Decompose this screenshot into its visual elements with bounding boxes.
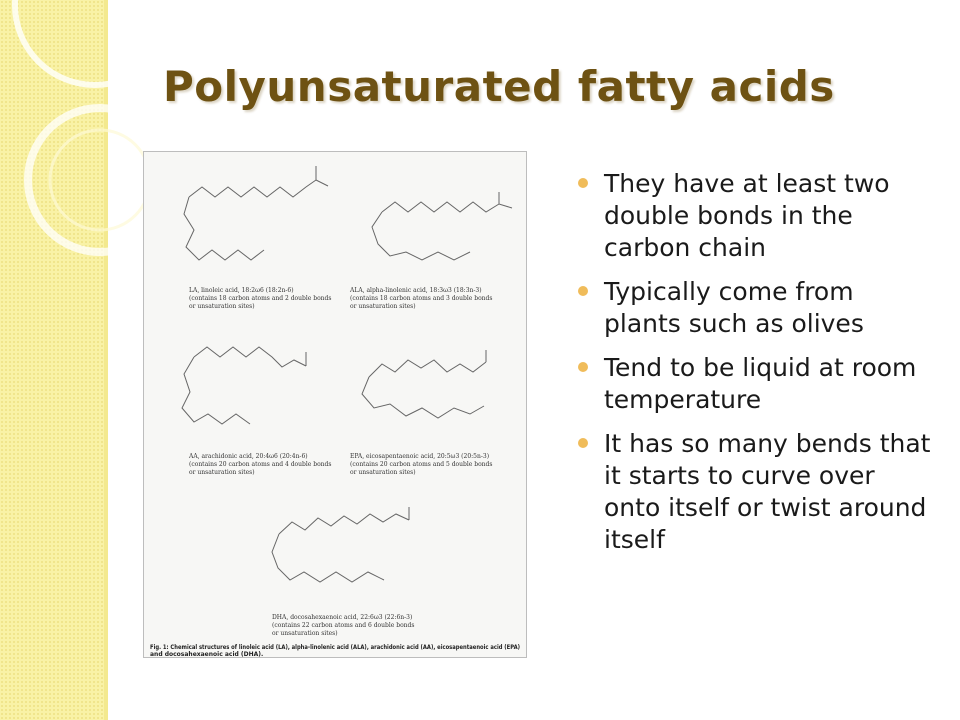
dha-structure [272, 507, 409, 582]
ala-structure [372, 192, 512, 260]
la-caption-line-3: or unsaturation sites) [189, 303, 255, 310]
bullet-text: It has so many bends that it starts to curve over onto itself or twist around itself [604, 429, 931, 554]
structures-drawing [144, 152, 526, 657]
bullet-dot-icon [578, 438, 588, 448]
ala-caption-line-3: or unsaturation sites) [350, 303, 416, 310]
bullet-item [578, 276, 938, 340]
aa-caption-line-2: (contains 20 carbon atoms and 4 double bonds [189, 461, 332, 468]
la-structure [184, 166, 328, 260]
slide-title: Polyunsaturated fatty acids [163, 62, 835, 111]
bullet-text: They have at least two double bonds in the carbon chain [604, 169, 890, 262]
epa-caption-line-3: or unsaturation sites) [350, 469, 416, 476]
bullet-text: Tend to be liquid at room temperature [604, 353, 917, 414]
dha-caption-line-2: (contains 22 carbon atoms and 6 double bonds [272, 622, 415, 629]
aa-caption-line-3: or unsaturation sites) [189, 469, 255, 476]
ala-caption-line-2: (contains 18 carbon atoms and 3 double bonds [350, 295, 493, 302]
epa-caption-line-1: EPA, eicosapentaenoic acid, 20:5ω3 (20:5n-3) [350, 453, 490, 460]
bullet-item [578, 352, 938, 416]
la-caption-line-1: LA, linoleic acid, 18:2ω6 (18:2n-6) [189, 287, 294, 294]
fatty-acid-structures-figure [143, 151, 527, 658]
bullet-item [578, 168, 938, 264]
la-caption-line-2: (contains 18 carbon atoms and 2 double bonds [189, 295, 332, 302]
bullet-dot-icon [578, 178, 588, 188]
epa-structure [362, 350, 486, 418]
circle-decoration [0, 0, 140, 320]
ala-caption-line-1: ALA, alpha-linolenic acid, 18:3ω3 (18:3n-3) [350, 287, 482, 294]
figure-caption-line-1: Fig. 1: Chemical structures of linoleic acid (LA), alpha-linolenic acid (ALA), arachidonic acid (AA), eicosapentaenoic acid (EPA) [150, 644, 521, 651]
dha-caption-line-1: DHA, docosahexaenoic acid, 22:6ω3 (22:6n-3) [272, 614, 413, 621]
dha-caption-line-3: or unsaturation sites) [272, 630, 338, 637]
bullet-item [578, 428, 938, 556]
bullet-list [578, 168, 938, 568]
figure-caption-line-2: and docosahexaenoic acid (DHA). [150, 651, 264, 658]
aa-caption-line-1: AA, arachidonic acid, 20:4ω6 (20:4n-6) [189, 453, 308, 460]
bullet-dot-icon [578, 362, 588, 372]
epa-caption-line-2: (contains 20 carbon atoms and 5 double bonds [350, 461, 493, 468]
bullet-text: Typically come from plants such as olives [604, 277, 864, 338]
bullet-dot-icon [578, 286, 588, 296]
aa-structure [182, 347, 306, 424]
